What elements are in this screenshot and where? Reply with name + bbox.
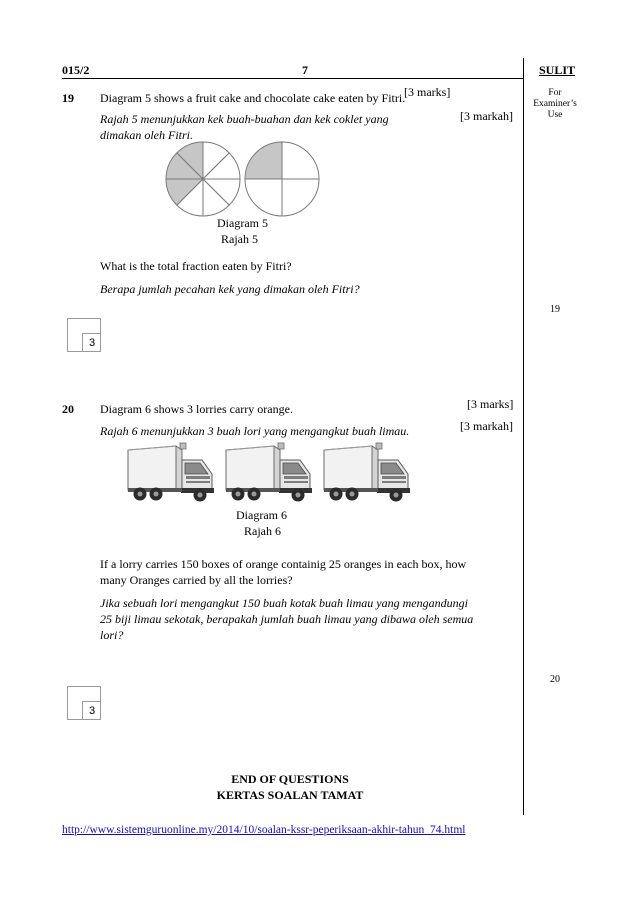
paper-code: 015/2 (62, 63, 90, 77)
lorry-icon (222, 440, 314, 506)
chocolate-cake-slice (245, 142, 282, 179)
q20-question-ms-line1: Jika sebuah lori mengangkut 150 buah kotak buah limau yang mengandungi (100, 596, 468, 610)
examiner-line-1: For (548, 88, 562, 98)
q19-number: 19 (62, 91, 74, 105)
lorry (320, 440, 412, 511)
lorry (222, 440, 314, 511)
header-rule (62, 78, 523, 79)
examiner-line-2: Examiner’s (533, 99, 577, 109)
q20-score-box[interactable] (67, 686, 101, 720)
q20-number: 20 (62, 402, 74, 416)
lorry-icon (320, 440, 412, 506)
source-url-link[interactable]: http://www.sistemguruonline.my/2014/10/soalan-kssr-peperiksaan-akhir-tahun_74.html (62, 824, 466, 836)
q19-text-ms-line1: Rajah 5 menunjukkan kek buah-buahan dan kek coklet yang (100, 112, 389, 126)
q20-text-en: Diagram 6 shows 3 lorries carry orange. (100, 402, 293, 416)
chocolate-cake-pie (245, 142, 319, 216)
q19-marks-ms: [3 markah] (460, 109, 513, 123)
fruit-cake-pie (166, 142, 240, 216)
chocolate-cake-slice (282, 179, 319, 216)
page-number: 7 (302, 63, 308, 77)
q19-score-value: 3 (82, 333, 101, 352)
q20-question-en-line1: If a lorry carries 150 boxes of orange containig 25 oranges in each box, how (100, 557, 467, 571)
q19-text-en: Diagram 5 shows a fruit cake and chocolate cake eaten by Fitri. (100, 91, 406, 105)
q20-question-ms-line2: 25 biji limau sekotak, berapakah jumlah buah limau yang dibawa oleh semua (100, 612, 474, 626)
q19-text-ms-line2: dimakan oleh Fitri. (100, 128, 193, 142)
q20-text-ms: Rajah 6 menunjukkan 3 buah lori yang mengangkut buah limau. (100, 424, 410, 438)
chocolate-cake-slice (282, 142, 319, 179)
examiner-q20-label: 20 (550, 674, 560, 685)
diagram-6-lorries (124, 440, 424, 506)
examiner-line-3: Use (547, 110, 563, 120)
q19-caption-ms: Rajah 5 (221, 232, 258, 246)
q20-question-ms-line3: lori? (100, 628, 124, 642)
q20-question-en-line2: many Oranges carried by all the lorries? (100, 573, 293, 587)
q19-marks-en: [3 marks] (404, 85, 451, 99)
end-of-questions-ms: KERTAS SOALAN TAMAT (216, 788, 364, 802)
diagram-5-cakes (163, 140, 323, 218)
q20-caption-en: Diagram 6 (236, 508, 287, 522)
q20-marks-ms: [3 markah] (460, 419, 513, 433)
examiner-q19-label: 19 (550, 304, 560, 315)
examiner-margin-rule (523, 58, 524, 815)
classification-label: SULIT (539, 63, 576, 77)
lorry-icon (124, 440, 216, 506)
q20-score-value: 3 (82, 701, 101, 720)
q19-question-ms: Berapa jumlah pecahan kek yang dimakan oleh Fitri? (100, 282, 360, 296)
q19-caption-en: Diagram 5 (217, 216, 268, 230)
q19-question-en: What is the total fraction eaten by Fitri? (100, 259, 292, 273)
chocolate-cake-slice (245, 179, 282, 216)
q19-score-box[interactable] (67, 318, 101, 352)
q20-caption-ms: Rajah 6 (244, 524, 281, 538)
q20-marks-en: [3 marks] (467, 397, 514, 411)
examiner-column-header (528, 88, 582, 121)
end-of-questions-en: END OF QUESTIONS (231, 772, 349, 786)
lorry (124, 440, 216, 511)
